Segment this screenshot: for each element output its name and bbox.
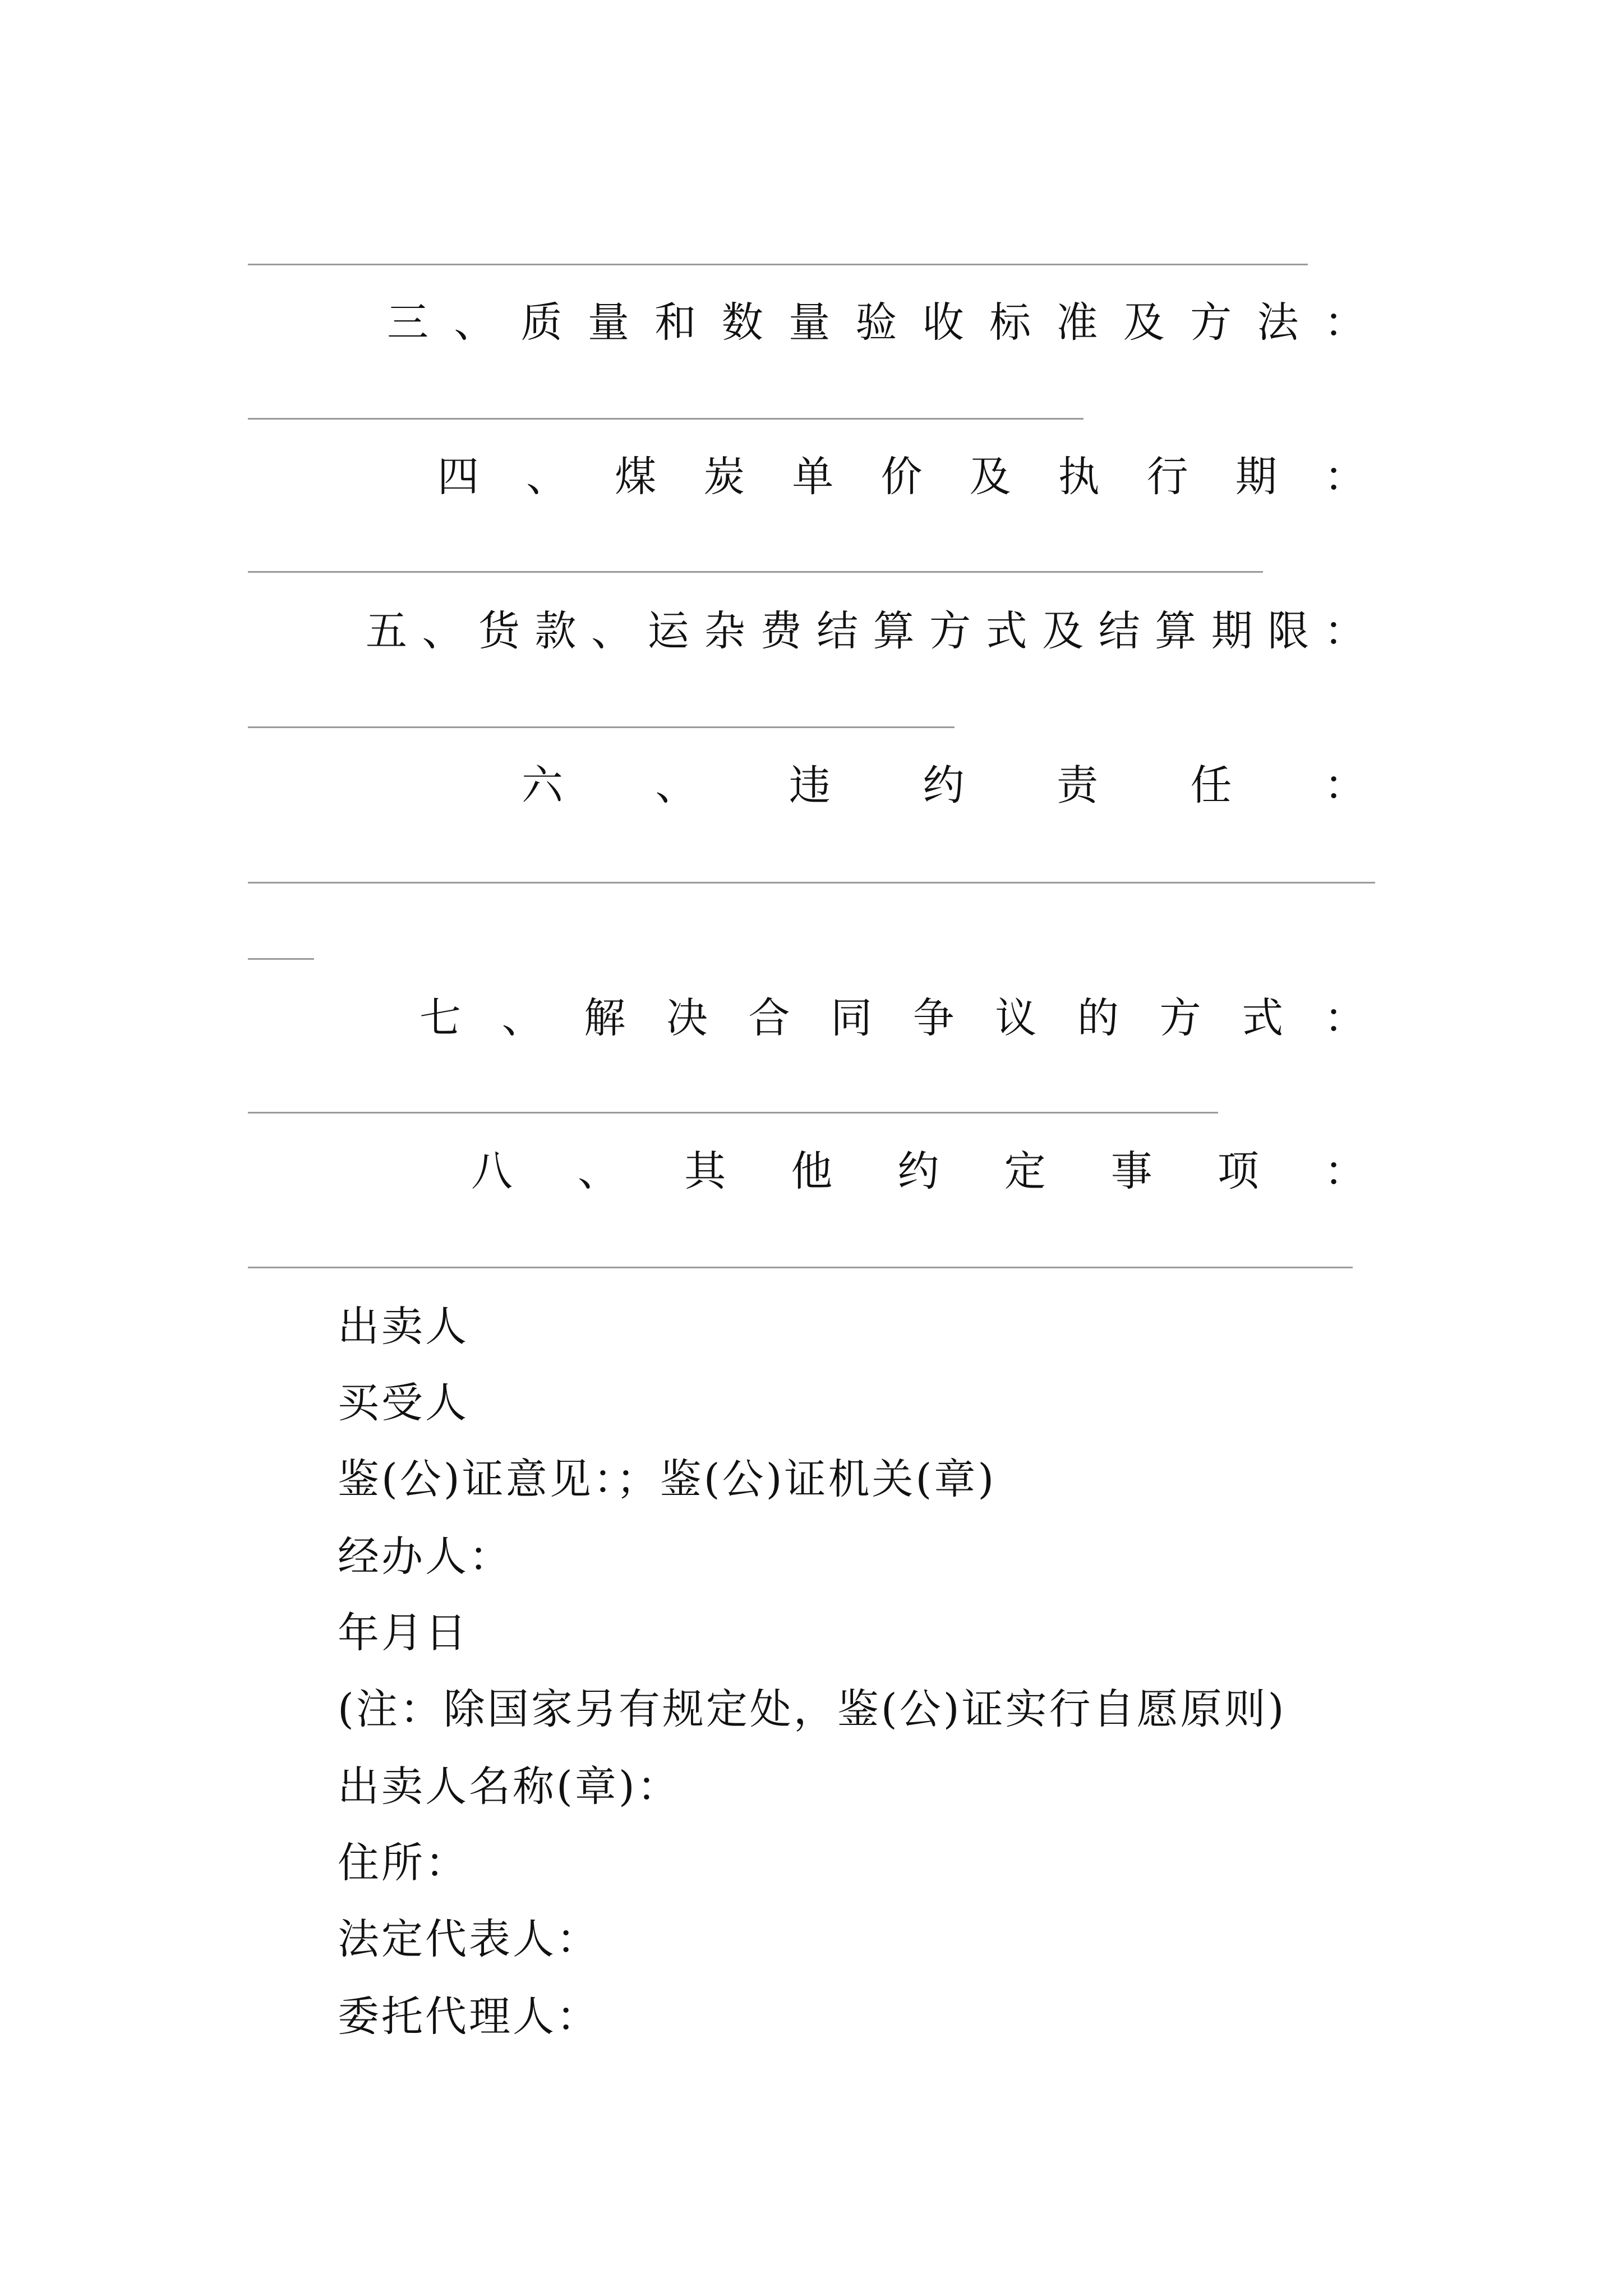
clause-4-heading: [437, 452, 1366, 502]
blank-line: [248, 571, 1263, 573]
clause-char: 任: [1190, 761, 1232, 809]
clause-char: 煤: [615, 453, 657, 501]
clause-char: 责: [1057, 761, 1098, 809]
clause-char: 炭: [703, 453, 745, 501]
clause-char: 解: [584, 994, 626, 1042]
blank-line: [248, 418, 1083, 420]
clause-char: 货: [478, 607, 520, 655]
clause-char: 事: [1110, 1147, 1152, 1195]
date-line: 年月日: [338, 1609, 469, 1657]
clause-char: 、: [591, 607, 633, 655]
note-line: (注：除国家另有规定处，鉴(公)证实行自愿原则): [338, 1685, 1287, 1733]
clause-char: 结: [817, 607, 859, 655]
clause-char: 结: [1098, 607, 1140, 655]
clause-char: 收: [922, 298, 964, 347]
clause-char: 法: [1257, 298, 1299, 347]
clause-char: 及: [969, 453, 1011, 501]
clause-char: 决: [666, 994, 708, 1042]
clause-char: 费: [760, 607, 802, 655]
clause-char: 、: [655, 761, 697, 809]
clause-char: 方: [929, 607, 971, 655]
clause-char: 式: [985, 607, 1027, 655]
clause-char: 标: [989, 298, 1031, 347]
clause-8-heading: [471, 1146, 1366, 1197]
agent-line: 委托代理人：: [338, 1993, 600, 2041]
blank-line: [248, 1112, 1218, 1114]
clause-char: 合: [748, 994, 790, 1042]
clause-char: 款: [534, 607, 577, 655]
clause-char: 四: [437, 453, 479, 501]
clause-char: 约: [897, 1147, 939, 1195]
blank-line: [248, 264, 1308, 265]
clause-char: 数: [721, 298, 763, 347]
clause-char: 、: [578, 1147, 620, 1195]
clause-char: 他: [791, 1147, 833, 1195]
clause-char: 量: [789, 298, 831, 347]
clause-char: ：: [1324, 994, 1366, 1042]
clause-char: 期: [1211, 607, 1253, 655]
blank-line: [248, 726, 955, 728]
clause-5-heading: [366, 606, 1366, 656]
clause-6-heading: [522, 760, 1366, 811]
clause-char: 算: [873, 607, 915, 655]
clause-char: 同: [831, 994, 873, 1042]
clause-char: ：: [1324, 1147, 1366, 1195]
clause-char: 行: [1146, 453, 1188, 501]
handler-line: 经办人：: [338, 1533, 513, 1581]
clause-char: 式: [1242, 994, 1284, 1042]
clause-char: 方: [1190, 298, 1232, 347]
clause-char: 七: [419, 994, 461, 1042]
clause-char: 方: [1159, 994, 1201, 1042]
clause-char: 定: [1004, 1147, 1046, 1195]
blank-line: [248, 882, 1375, 884]
clause-char: ：: [1324, 453, 1366, 501]
clause-char: 期: [1235, 453, 1277, 501]
blank-line: [248, 958, 314, 960]
clause-char: 杂: [704, 607, 746, 655]
clause-char: 验: [855, 298, 897, 347]
clause-char: 的: [1077, 994, 1119, 1042]
clause-char: 项: [1217, 1147, 1259, 1195]
seller-name-line: 出卖人名称(章)：: [338, 1763, 681, 1811]
clause-char: 算: [1155, 607, 1197, 655]
clause-char: 、: [422, 607, 464, 655]
clause-char: ：: [1324, 298, 1366, 347]
clause-char: 运: [647, 607, 689, 655]
clause-char: 三: [387, 298, 428, 347]
legal-rep-line: 法定代表人：: [338, 1915, 600, 1963]
clause-char: 执: [1058, 453, 1100, 501]
clause-char: 及: [1042, 607, 1084, 655]
buyer-line: 买受人: [338, 1379, 469, 1427]
clause-char: 、: [526, 453, 568, 501]
clause-char: 量: [588, 298, 630, 347]
clause-char: 限: [1267, 607, 1310, 655]
clause-char: 及: [1123, 298, 1165, 347]
clause-char: 、: [454, 298, 496, 347]
notary-opinion-line: 鉴(公)证意见：；鉴(公)证机关(章): [338, 1455, 997, 1503]
address-line: 住所：: [338, 1839, 469, 1887]
clause-char: 议: [995, 994, 1037, 1042]
clause-char: ：: [1324, 761, 1366, 809]
clause-char: 和: [654, 298, 697, 347]
clause-char: 六: [522, 761, 563, 809]
clause-char: 其: [684, 1147, 726, 1195]
clause-char: 质: [520, 298, 562, 347]
clause-char: 、: [501, 994, 543, 1042]
clause-char: 单: [792, 453, 834, 501]
clause-char: ：: [1324, 607, 1366, 655]
clause-char: 准: [1056, 298, 1098, 347]
clause-char: 价: [880, 453, 923, 501]
clause-char: 五: [366, 607, 407, 655]
clause-7-heading: [419, 993, 1366, 1043]
seller-line: 出卖人: [338, 1303, 469, 1351]
clause-char: 违: [789, 761, 831, 809]
clause-3-heading: [387, 297, 1366, 348]
clause-char: 争: [912, 994, 955, 1042]
blank-line: [248, 1267, 1353, 1268]
clause-char: 八: [471, 1147, 513, 1195]
clause-char: 约: [923, 761, 965, 809]
